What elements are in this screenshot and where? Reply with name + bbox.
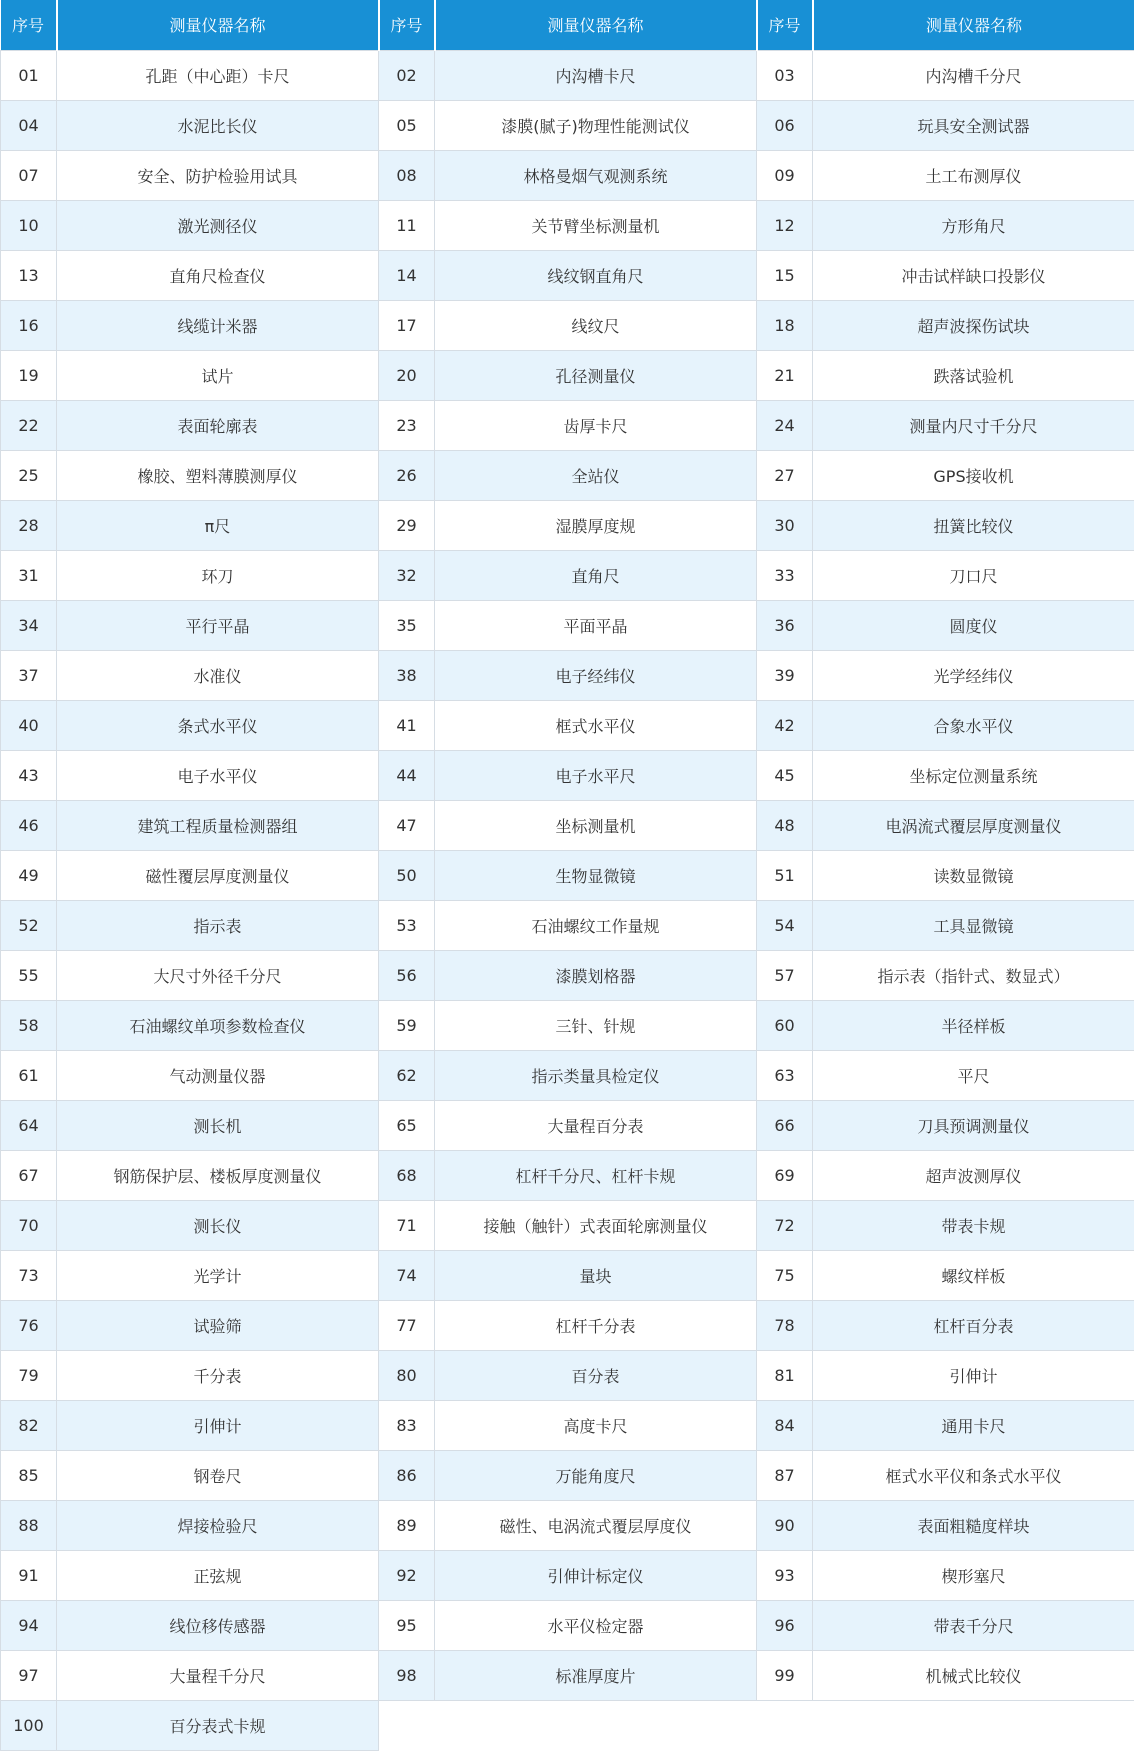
- serial-number-cell: 57: [757, 950, 813, 1000]
- serial-number-cell: 73: [1, 1250, 57, 1300]
- instrument-name-cell: 土工布测厚仪: [813, 150, 1134, 200]
- table-row: [1, 950, 1134, 1000]
- serial-number-cell: 54: [757, 900, 813, 950]
- instrument-name-cell: 电子经纬仪: [435, 650, 757, 700]
- table-row: [1, 1000, 1134, 1050]
- serial-number-cell: 35: [379, 600, 435, 650]
- serial-number-cell: 41: [379, 700, 435, 750]
- instrument-name-cell: 读数显微镜: [813, 850, 1134, 900]
- serial-number-cell: 11: [379, 200, 435, 250]
- table-row: [1, 1050, 1134, 1100]
- instrument-name-cell: 指示类量具检定仪: [435, 1050, 757, 1100]
- instrument-name-cell: 楔形塞尺: [813, 1550, 1134, 1600]
- instrument-name-cell: 表面轮廓表: [57, 400, 379, 450]
- instrument-name-cell: 试片: [57, 350, 379, 400]
- instrument-name-cell: 方形角尺: [813, 200, 1134, 250]
- table-row: [1, 600, 1134, 650]
- header-no: 序号: [379, 0, 435, 50]
- instrument-name-cell: 漆膜划格器: [435, 950, 757, 1000]
- instrument-name-cell: 大尺寸外径千分尺: [57, 950, 379, 1000]
- instrument-name-cell: 表面粗糙度样块: [813, 1500, 1134, 1550]
- instrument-name-cell: 超声波探伤试块: [813, 300, 1134, 350]
- table-row: [1, 650, 1134, 700]
- serial-number-cell: 70: [1, 1200, 57, 1250]
- instrument-name-cell: 通用卡尺: [813, 1400, 1134, 1450]
- instrument-name-cell: 线缆计米器: [57, 300, 379, 350]
- serial-number-cell: 18: [757, 300, 813, 350]
- serial-number-cell: 46: [1, 800, 57, 850]
- table-row: [1, 400, 1134, 450]
- serial-number-cell: 24: [757, 400, 813, 450]
- serial-number-cell: 95: [379, 1600, 435, 1650]
- serial-number-cell: 01: [1, 50, 57, 100]
- table-row: [1, 500, 1134, 550]
- serial-number-cell: 29: [379, 500, 435, 550]
- instrument-name-cell: 百分表: [435, 1350, 757, 1400]
- instrument-name-cell: 内沟槽卡尺: [435, 50, 757, 100]
- serial-number-cell: 63: [757, 1050, 813, 1100]
- instrument-name-cell: 扭簧比较仪: [813, 500, 1134, 550]
- instrument-name-cell: 带表卡规: [813, 1200, 1134, 1250]
- instrument-name-cell: 线纹尺: [435, 300, 757, 350]
- table-row: [1, 1350, 1134, 1400]
- serial-number-cell: 02: [379, 50, 435, 100]
- serial-number-cell: 50: [379, 850, 435, 900]
- serial-number-cell: 97: [1, 1650, 57, 1700]
- instrument-name-cell: 湿膜厚度规: [435, 500, 757, 550]
- instrument-name-cell: 齿厚卡尺: [435, 400, 757, 450]
- table-body: [1, 50, 1134, 1750]
- table-row: [1, 1300, 1134, 1350]
- serial-number-cell: 42: [757, 700, 813, 750]
- table-row: [1, 50, 1134, 100]
- instrument-name-cell: 水泥比长仪: [57, 100, 379, 150]
- serial-number-cell: 27: [757, 450, 813, 500]
- table-row: [1, 1450, 1134, 1500]
- instrument-name-cell: 水平仪检定器: [435, 1600, 757, 1650]
- serial-number-cell: 81: [757, 1350, 813, 1400]
- serial-number-cell: 33: [757, 550, 813, 600]
- instrument-name-cell: 石油螺纹工作量规: [435, 900, 757, 950]
- empty-cell: [813, 1700, 1134, 1750]
- serial-number-cell: 99: [757, 1650, 813, 1700]
- instrument-name-cell: 孔距（中心距）卡尺: [57, 50, 379, 100]
- instrument-name-cell: 引伸计: [57, 1400, 379, 1450]
- instrument-name-cell: 孔径测量仪: [435, 350, 757, 400]
- empty-cell: [435, 1700, 757, 1750]
- table-row: [1, 700, 1134, 750]
- serial-number-cell: 53: [379, 900, 435, 950]
- serial-number-cell: 88: [1, 1500, 57, 1550]
- serial-number-cell: 55: [1, 950, 57, 1000]
- serial-number-cell: 05: [379, 100, 435, 150]
- table-row: [1, 150, 1134, 200]
- serial-number-cell: 76: [1, 1300, 57, 1350]
- instrument-name-cell: 高度卡尺: [435, 1400, 757, 1450]
- instrument-name-cell: 量块: [435, 1250, 757, 1300]
- instrument-name-cell: 大量程百分表: [435, 1100, 757, 1150]
- instrument-name-cell: 跌落试验机: [813, 350, 1134, 400]
- serial-number-cell: 89: [379, 1500, 435, 1550]
- serial-number-cell: 64: [1, 1100, 57, 1150]
- instrument-name-cell: 超声波测厚仪: [813, 1150, 1134, 1200]
- table-header-row: [1, 0, 1134, 50]
- instrument-name-cell: 林格曼烟气观测系统: [435, 150, 757, 200]
- serial-number-cell: 75: [757, 1250, 813, 1300]
- instrument-name-cell: 内沟槽千分尺: [813, 50, 1134, 100]
- serial-number-cell: 66: [757, 1100, 813, 1150]
- instrument-name-cell: GPS接收机: [813, 450, 1134, 500]
- instrument-name-cell: 线位移传感器: [57, 1600, 379, 1650]
- serial-number-cell: 92: [379, 1550, 435, 1600]
- serial-number-cell: 52: [1, 900, 57, 950]
- serial-number-cell: 62: [379, 1050, 435, 1100]
- serial-number-cell: 43: [1, 750, 57, 800]
- instrument-name-cell: 漆膜(腻子)物理性能测试仪: [435, 100, 757, 150]
- serial-number-cell: 77: [379, 1300, 435, 1350]
- header-no: 序号: [1, 0, 57, 50]
- instrument-name-cell: 安全、防护检验用试具: [57, 150, 379, 200]
- serial-number-cell: 07: [1, 150, 57, 200]
- instrument-name-cell: 冲击试样缺口投影仪: [813, 250, 1134, 300]
- serial-number-cell: 19: [1, 350, 57, 400]
- header-no: 序号: [757, 0, 813, 50]
- instrument-name-cell: 生物显微镜: [435, 850, 757, 900]
- instrument-name-cell: 条式水平仪: [57, 700, 379, 750]
- table-row: [1, 1250, 1134, 1300]
- serial-number-cell: 56: [379, 950, 435, 1000]
- instrument-name-cell: 坐标测量机: [435, 800, 757, 850]
- instrument-name-cell: 光学计: [57, 1250, 379, 1300]
- instrument-name-cell: π尺: [57, 500, 379, 550]
- instrument-name-cell: 平行平晶: [57, 600, 379, 650]
- instrument-name-cell: 测长机: [57, 1100, 379, 1150]
- table-row: [1, 200, 1134, 250]
- instrument-name-cell: 直角尺: [435, 550, 757, 600]
- instrument-name-cell: 杠杆千分表: [435, 1300, 757, 1350]
- instrument-name-cell: 水准仪: [57, 650, 379, 700]
- serial-number-cell: 30: [757, 500, 813, 550]
- serial-number-cell: 78: [757, 1300, 813, 1350]
- serial-number-cell: 48: [757, 800, 813, 850]
- instrument-name-cell: 框式水平仪和条式水平仪: [813, 1450, 1134, 1500]
- table-row: [1, 900, 1134, 950]
- instrument-name-cell: 直角尺检查仪: [57, 250, 379, 300]
- table-row: [1, 100, 1134, 150]
- instrument-name-cell: 电子水平尺: [435, 750, 757, 800]
- serial-number-cell: 94: [1, 1600, 57, 1650]
- instrument-name-cell: 磁性覆层厚度测量仪: [57, 850, 379, 900]
- instrument-name-cell: 玩具安全测试器: [813, 100, 1134, 150]
- table-row: [1, 750, 1134, 800]
- serial-number-cell: 38: [379, 650, 435, 700]
- instrument-name-cell: 引伸计标定仪: [435, 1550, 757, 1600]
- serial-number-cell: 72: [757, 1200, 813, 1250]
- instrument-name-cell: 气动测量仪器: [57, 1050, 379, 1100]
- table-row: [1, 350, 1134, 400]
- serial-number-cell: 96: [757, 1600, 813, 1650]
- instrument-name-cell: 钢筋保护层、楼板厚度测量仪: [57, 1150, 379, 1200]
- serial-number-cell: 25: [1, 450, 57, 500]
- instrument-name-cell: 接触（触针）式表面轮廓测量仪: [435, 1200, 757, 1250]
- instrument-name-cell: 杠杆千分尺、杠杆卡规: [435, 1150, 757, 1200]
- instrument-name-cell: 钢卷尺: [57, 1450, 379, 1500]
- table-row: [1, 550, 1134, 600]
- serial-number-cell: 79: [1, 1350, 57, 1400]
- empty-cell: [757, 1700, 813, 1750]
- serial-number-cell: 14: [379, 250, 435, 300]
- instrument-name-cell: 线纹钢直角尺: [435, 250, 757, 300]
- serial-number-cell: 39: [757, 650, 813, 700]
- serial-number-cell: 37: [1, 650, 57, 700]
- table-row: [1, 1100, 1134, 1150]
- table-row: [1, 1150, 1134, 1200]
- serial-number-cell: 59: [379, 1000, 435, 1050]
- instrument-name-cell: 引伸计: [813, 1350, 1134, 1400]
- instrument-name-cell: 三针、针规: [435, 1000, 757, 1050]
- serial-number-cell: 58: [1, 1000, 57, 1050]
- serial-number-cell: 61: [1, 1050, 57, 1100]
- instrument-name-cell: 电子水平仪: [57, 750, 379, 800]
- instrument-name-cell: 刀具预调测量仪: [813, 1100, 1134, 1150]
- serial-number-cell: 28: [1, 500, 57, 550]
- serial-number-cell: 80: [379, 1350, 435, 1400]
- instrument-name-cell: 机械式比较仪: [813, 1650, 1134, 1700]
- instrument-name-cell: 千分表: [57, 1350, 379, 1400]
- instrument-name-cell: 橡胶、塑料薄膜测厚仪: [57, 450, 379, 500]
- instrument-name-cell: 测长仪: [57, 1200, 379, 1250]
- serial-number-cell: 49: [1, 850, 57, 900]
- serial-number-cell: 44: [379, 750, 435, 800]
- instrument-name-cell: 光学经纬仪: [813, 650, 1134, 700]
- serial-number-cell: 12: [757, 200, 813, 250]
- serial-number-cell: 09: [757, 150, 813, 200]
- instrument-name-cell: 电涡流式覆层厚度测量仪: [813, 800, 1134, 850]
- serial-number-cell: 91: [1, 1550, 57, 1600]
- serial-number-cell: 100: [1, 1700, 57, 1750]
- instrument-name-cell: 指示表（指针式、数显式）: [813, 950, 1134, 1000]
- serial-number-cell: 40: [1, 700, 57, 750]
- instrument-name-cell: 关节臂坐标测量机: [435, 200, 757, 250]
- serial-number-cell: 26: [379, 450, 435, 500]
- instrument-name-cell: 正弦规: [57, 1550, 379, 1600]
- serial-number-cell: 36: [757, 600, 813, 650]
- instrument-name-cell: 刀口尺: [813, 550, 1134, 600]
- serial-number-cell: 51: [757, 850, 813, 900]
- instrument-name-cell: 螺纹样板: [813, 1250, 1134, 1300]
- serial-number-cell: 17: [379, 300, 435, 350]
- instrument-name-cell: 大量程千分尺: [57, 1650, 379, 1700]
- serial-number-cell: 71: [379, 1200, 435, 1250]
- table-row: [1, 1200, 1134, 1250]
- instrument-name-cell: 标准厚度片: [435, 1650, 757, 1700]
- serial-number-cell: 83: [379, 1400, 435, 1450]
- serial-number-cell: 06: [757, 100, 813, 150]
- table-row: [1, 300, 1134, 350]
- serial-number-cell: 86: [379, 1450, 435, 1500]
- serial-number-cell: 21: [757, 350, 813, 400]
- instrument-name-cell: 杠杆百分表: [813, 1300, 1134, 1350]
- instrument-name-cell: 坐标定位测量系统: [813, 750, 1134, 800]
- serial-number-cell: 08: [379, 150, 435, 200]
- serial-number-cell: 47: [379, 800, 435, 850]
- instrument-name-cell: 框式水平仪: [435, 700, 757, 750]
- header-name: 测量仪器名称: [435, 0, 757, 50]
- serial-number-cell: 67: [1, 1150, 57, 1200]
- table-row: [1, 450, 1134, 500]
- instrument-name-cell: 百分表式卡规: [57, 1700, 379, 1750]
- instrument-name-cell: 半径样板: [813, 1000, 1134, 1050]
- serial-number-cell: 45: [757, 750, 813, 800]
- instrument-name-cell: 石油螺纹单项参数检查仪: [57, 1000, 379, 1050]
- instrument-name-cell: 带表千分尺: [813, 1600, 1134, 1650]
- header-name: 测量仪器名称: [57, 0, 379, 50]
- instrument-name-cell: 磁性、电涡流式覆层厚度仪: [435, 1500, 757, 1550]
- header-name: 测量仪器名称: [813, 0, 1134, 50]
- serial-number-cell: 15: [757, 250, 813, 300]
- serial-number-cell: 74: [379, 1250, 435, 1300]
- instrument-name-cell: 圆度仪: [813, 600, 1134, 650]
- serial-number-cell: 90: [757, 1500, 813, 1550]
- instrument-name-cell: 平面平晶: [435, 600, 757, 650]
- serial-number-cell: 82: [1, 1400, 57, 1450]
- table-row: [1, 800, 1134, 850]
- serial-number-cell: 65: [379, 1100, 435, 1150]
- serial-number-cell: 31: [1, 550, 57, 600]
- serial-number-cell: 16: [1, 300, 57, 350]
- instrument-name-cell: 平尺: [813, 1050, 1134, 1100]
- serial-number-cell: 68: [379, 1150, 435, 1200]
- serial-number-cell: 20: [379, 350, 435, 400]
- table-row: [1, 250, 1134, 300]
- serial-number-cell: 03: [757, 50, 813, 100]
- serial-number-cell: 69: [757, 1150, 813, 1200]
- instrument-name-cell: 合象水平仪: [813, 700, 1134, 750]
- instrument-name-cell: 激光测径仪: [57, 200, 379, 250]
- instrument-name-cell: 指示表: [57, 900, 379, 950]
- table-row: [1, 1400, 1134, 1450]
- serial-number-cell: 32: [379, 550, 435, 600]
- instrument-name-cell: 试验筛: [57, 1300, 379, 1350]
- instrument-name-cell: 工具显微镜: [813, 900, 1134, 950]
- instrument-name-cell: 全站仪: [435, 450, 757, 500]
- serial-number-cell: 93: [757, 1550, 813, 1600]
- table-row: [1, 1650, 1134, 1700]
- serial-number-cell: 87: [757, 1450, 813, 1500]
- table-row: [1, 1550, 1134, 1600]
- instrument-name-cell: 万能角度尺: [435, 1450, 757, 1500]
- table-row: [1, 850, 1134, 900]
- table-row: [1, 1600, 1134, 1650]
- instrument-name-cell: 焊接检验尺: [57, 1500, 379, 1550]
- instrument-name-cell: 环刀: [57, 550, 379, 600]
- table-row: [1, 1700, 1134, 1750]
- serial-number-cell: 84: [757, 1400, 813, 1450]
- instrument-name-cell: 测量内尺寸千分尺: [813, 400, 1134, 450]
- serial-number-cell: 22: [1, 400, 57, 450]
- empty-cell: [379, 1700, 435, 1750]
- serial-number-cell: 10: [1, 200, 57, 250]
- serial-number-cell: 34: [1, 600, 57, 650]
- table-row: [1, 1500, 1134, 1550]
- serial-number-cell: 60: [757, 1000, 813, 1050]
- serial-number-cell: 23: [379, 400, 435, 450]
- serial-number-cell: 04: [1, 100, 57, 150]
- instrument-name-cell: 建筑工程质量检测器组: [57, 800, 379, 850]
- serial-number-cell: 13: [1, 250, 57, 300]
- serial-number-cell: 98: [379, 1650, 435, 1700]
- serial-number-cell: 85: [1, 1450, 57, 1500]
